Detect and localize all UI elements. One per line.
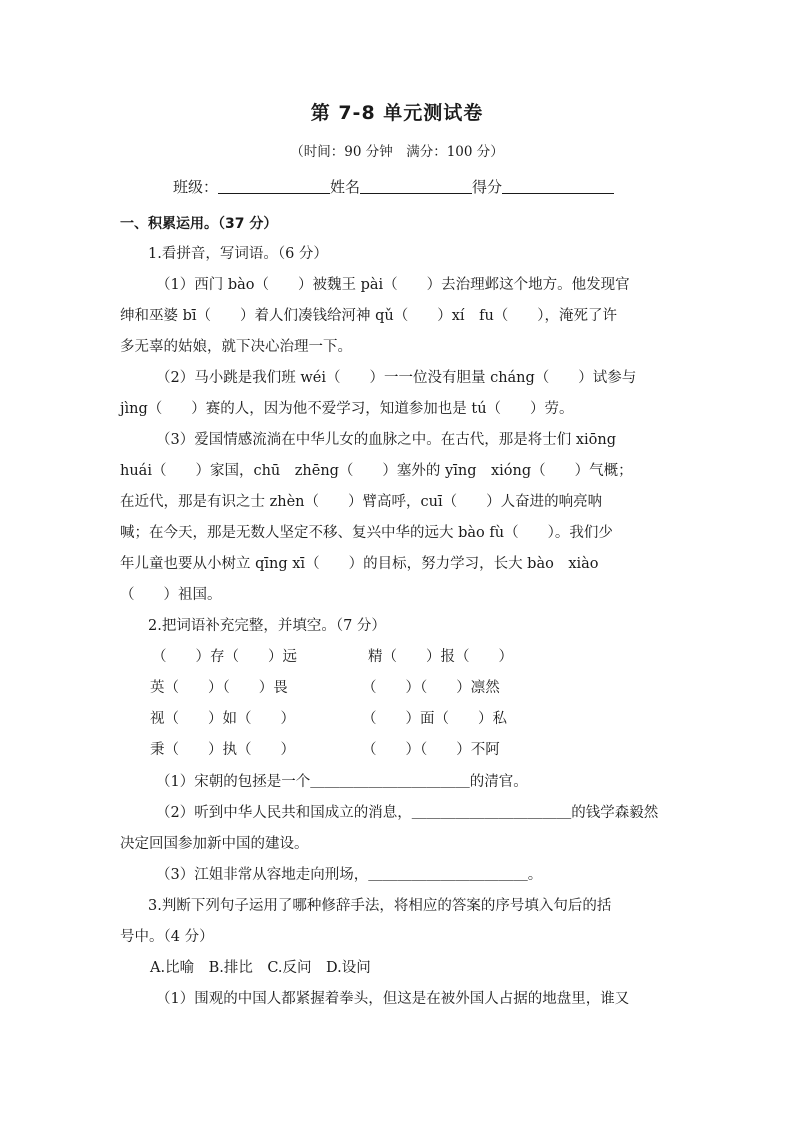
exam-time-score: （时间：90 分钟 满分：100 分） — [290, 144, 504, 160]
q2-fill-line: （2）听到中华人民共和国成立的消息，＿＿＿＿＿＿＿＿＿＿＿的钱学森毅然 — [156, 805, 659, 821]
idiom-item: （ ）（ ）凛然 — [362, 680, 500, 696]
idiom-item: 英（ ）（ ）畏 — [150, 680, 288, 696]
q2-fill-line: 决定回国参加新中国的建设。 — [120, 836, 309, 852]
score-blank[interactable] — [502, 178, 614, 194]
q3-item: （1）围观的中国人都紧握着拳头，但这是在被外国人占据的地盘里，谁又 — [156, 991, 630, 1007]
q1-line: （ ）祖国。 — [120, 587, 222, 603]
idiom-item: （ ）面（ ）私 — [362, 711, 507, 727]
q2-fill-line: （3）江姐非常从容地走向刑场，＿＿＿＿＿＿＿＿＿＿＿。 — [156, 867, 543, 883]
name-blank[interactable] — [360, 178, 472, 194]
answer-options: A.比喻 B.排比 C.反问 D.设问 — [150, 960, 371, 976]
question-prompt: 3.判断下列句子运用了哪种修辞手法，将相应的答案的序号填入句后的括 — [148, 898, 612, 914]
question-prompt: 1.看拼音，写词语。（6 分） — [148, 246, 328, 262]
idiom-item: 视（ ）如（ ） — [150, 711, 295, 727]
q1-line: （3）爱国情感流淌在中华儿女的血脉之中。在古代，那是将士们 xiōng — [156, 432, 616, 448]
page-title: 第 7-8 单元测试卷 — [310, 102, 484, 124]
q1-line: 绅和巫婆 bī（ ）着人们凑钱给河神 qǔ（ ）xí fu（ ），淹死了许 — [120, 308, 618, 324]
q1-line: （1）西门 bào（ ）被魏王 pài（ ）去治理邺这个地方。他发现官 — [156, 277, 630, 293]
idiom-item: 秉（ ）执（ ） — [150, 742, 295, 758]
question-prompt: 2.把词语补充完整，并填空。（7 分） — [148, 618, 386, 634]
q1-line: （2）马小跳是我们班 wéi（ ）一一位没有胆量 cháng（ ）试参与 — [156, 370, 637, 386]
q1-line: 喊；在今天，那是无数人坚定不移、复兴中华的远大 bào fù（ ）。我们少 — [120, 525, 613, 541]
q1-line: 多无辜的姑娘，就下决心治理一下。 — [120, 339, 352, 355]
student-info-line — [173, 176, 614, 197]
q1-line: jìng（ ）赛的人，因为他不爱学习，知道参加也是 tú（ ）劳。 — [120, 401, 574, 417]
section-heading: 一、积累运用。（37 分） — [120, 216, 278, 232]
class-label: 班级： — [173, 178, 219, 196]
class-blank[interactable] — [218, 178, 330, 194]
q2-fill-line: （1）宋朝的包拯是一个＿＿＿＿＿＿＿＿＿＿＿的清官。 — [156, 774, 528, 790]
score-label: 得分 — [472, 178, 503, 196]
q1-line: 在近代，那是有识之士 zhèn（ ）臂高呼，cuī（ ）人奋进的响亮呐 — [120, 494, 603, 510]
q1-line: 年儿童也要从小树立 qīng xī（ ）的目标，努力学习，长大 bào xiào — [120, 556, 599, 572]
idiom-item: 精（ ）报（ ） — [368, 649, 513, 665]
q1-line: huái（ ）家国，chū zhēng（ ）塞外的 yīng xióng（ ）气概； — [120, 463, 633, 479]
idiom-item: （ ）（ ）不阿 — [362, 742, 500, 758]
idiom-item: （ ）存（ ）远 — [152, 649, 297, 665]
name-label: 姓名 — [330, 178, 361, 196]
question-prompt-cont: 号中。（4 分） — [120, 929, 214, 945]
